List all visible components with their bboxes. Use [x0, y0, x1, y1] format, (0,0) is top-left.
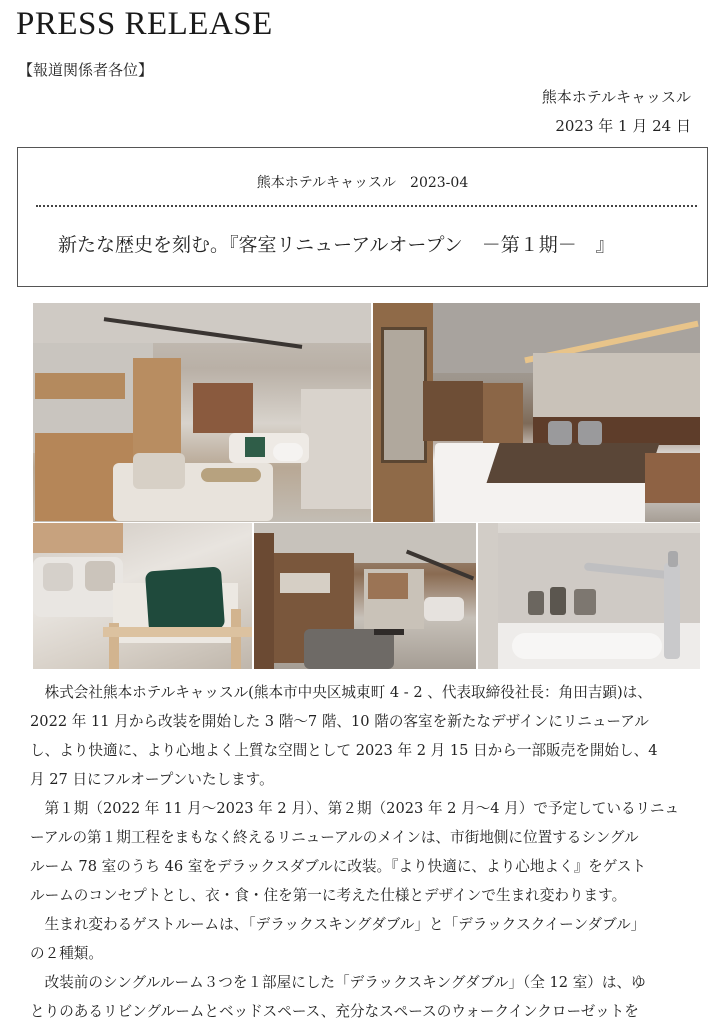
notice-heading: 熊本ホテルキャッスル 2023-04: [256, 175, 469, 191]
body-line: 第１期（2022 年 11 月〜2023 年 2 月）、第２期（2023 年 2 月〜4 月）で予定しているリニュ: [44, 800, 680, 817]
body-line: 改装前のシングルルーム３つを１部屋にした「デラックスキングダブル」（全 12 室）は、ゆ: [44, 974, 646, 991]
body-line: 月 27 日にフルオープンいたします。: [30, 771, 274, 788]
press-release-title: PRESS RELEASE: [16, 6, 273, 42]
body-line: とりのあるリビングルームとベッドスペース、充分なスペースのウォークインクローゼットを: [30, 1003, 639, 1020]
cushion-chair-photo: [33, 523, 252, 669]
body-line: ルームのコンセプトとし、衣・食・住を第一に考えた仕様とデザインで生まれ変わります。: [30, 887, 627, 904]
notice-box: [17, 147, 708, 287]
room-overview-photo: [254, 523, 476, 669]
paragraph-1: [30, 678, 696, 707]
body-line: ルーム 78 室のうち 46 室をデラックスダブルに改装。『より快適に、より心地よく』をゲスト: [30, 858, 646, 875]
paragraph-2: [30, 794, 696, 823]
body-line: 株式会社熊本ホテルキャッスル(熊本市中央区城東町 4 - 2 、代表取締役社長：角田吉顕)は、: [44, 684, 652, 701]
body-line: の２種類。: [30, 945, 103, 962]
faucet-sink-photo: [478, 523, 700, 669]
paragraph-4: [30, 968, 696, 997]
body-line: 2022 年 11 月から改装を開始した 3 階〜7 階、10 階の客室を新たなデザインにリニューアル: [30, 713, 649, 730]
notice-subject: 新たな歴史を刻む。『客室リニューアルオープン －第１期－ 』: [58, 234, 615, 256]
company-name: 熊本ホテルキャッスル: [541, 88, 691, 106]
body-line: ーアルの第１期工程をまもなく終えるリニューアルのメインは、市街地側に位置するシングル: [30, 829, 639, 846]
body-text: [30, 678, 696, 1026]
living-room-photo: [33, 303, 371, 522]
body-line: 生まれ変わるゲストルームは、「デラックスキングダブル」と「デラックスクイーンダブル」: [44, 916, 646, 933]
paragraph-3: [30, 910, 696, 939]
bedroom-photo: [373, 303, 700, 522]
release-date: 2023 年 1 月 24 日: [555, 117, 691, 135]
dotted-divider: [36, 205, 697, 207]
body-line: し、より快適に、より心地よく上質な空間として 2023 年 2 月 15 日から一部販売を開始し、4: [30, 742, 658, 759]
addressee: 【報道関係者各位】: [18, 61, 154, 79]
